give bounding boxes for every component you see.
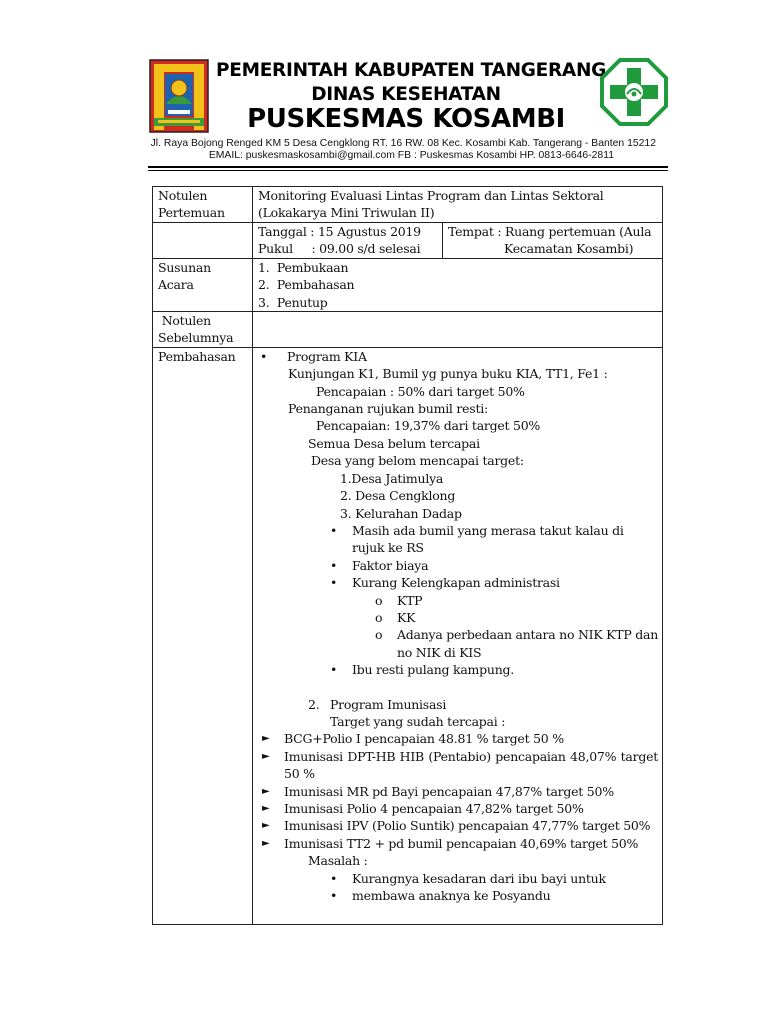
kia-text: Pencapaian: 19,37% dari target 50%	[316, 418, 541, 434]
circle-bullet-icon: o	[375, 592, 383, 608]
list-item	[258, 817, 658, 834]
arrow-bullet-icon: ►	[262, 820, 270, 832]
list-item: 2. Desa Cengklong	[340, 488, 456, 504]
list-item	[258, 626, 658, 661]
circle-bullet-icon: o	[375, 609, 383, 625]
table-row	[153, 187, 663, 223]
reason-text: Masih ada bumil yang merasa takut kalau di rujuk ke RS	[352, 522, 624, 556]
health-cross-logo-icon	[600, 58, 668, 126]
kia-title: Program KIA	[287, 348, 367, 364]
list-item: 3. Penutup	[258, 294, 328, 310]
kia-text: Penanganan rujukan bumil resti:	[288, 401, 488, 417]
kia-heading	[258, 348, 658, 365]
reason-text: Faktor biaya	[352, 557, 429, 573]
arrow-bullet-icon: ►	[262, 750, 270, 762]
meeting-title: Monitoring Evaluasi Lintas Program dan Lintas Sektoral	[258, 188, 604, 203]
sub-item-text: KK	[397, 609, 416, 625]
table-row	[153, 347, 663, 924]
meeting-place: Tempat : Ruang pertemuan (Aula	[448, 223, 652, 239]
contact-text: EMAIL: puskesmaskosambi@gmail.com FB : Puskesmas Kosambi HP. 0813-6646-2811	[208, 150, 614, 161]
meeting-title-cell	[253, 187, 663, 223]
puskesmas-name: PUSKESMAS KOSAMBI	[247, 104, 565, 134]
meeting-place-cont: Kecamatan Kosambi)	[504, 241, 634, 257]
immunization-item: Imunisasi MR pd Bayi pencapaian 47,87% target 50%	[284, 783, 614, 799]
label-text: Pertemuan	[158, 205, 225, 221]
government-name: PEMERINTAH KABUPATEN TANGERANG	[216, 60, 607, 81]
list-item: 1. Pembukaan	[258, 259, 349, 275]
bullet-icon: •	[330, 662, 338, 678]
date-time-block	[253, 223, 443, 258]
section-number: 2.	[308, 696, 320, 712]
sub-item-text: Adanya perbedaan antara no NIK KTP dan no NIK di KIS	[397, 627, 658, 660]
table-row	[153, 258, 663, 311]
label-text: Notulen	[158, 188, 208, 203]
kia-text: Desa yang belom mencapai target:	[311, 453, 524, 469]
list-item	[258, 783, 658, 800]
label-cell	[153, 187, 253, 223]
agenda-cell	[253, 258, 663, 311]
arrow-bullet-icon: ►	[262, 803, 270, 814]
bullet-icon: •	[330, 522, 338, 538]
list-item: 3. Kelurahan Dadap	[340, 505, 462, 521]
previous-minutes-cell	[253, 312, 663, 348]
reason-text: Kurang Kelengkapan administrasi	[352, 575, 560, 591]
list-item	[258, 574, 658, 591]
target-label: Target yang sudah tercapai :	[330, 713, 506, 729]
department-name: DINAS KESEHATAN	[311, 84, 501, 105]
label-text: Sebelumnya	[158, 330, 234, 346]
list-item	[258, 835, 658, 852]
list-item	[258, 800, 658, 817]
table-row	[153, 312, 663, 348]
immunization-item: Imunisasi IPV (Polio Suntik) pencapaian 47,77% target 50%	[284, 818, 651, 834]
immunization-item: Imunisasi Polio 4 pencapaian 47,82% target 50%	[284, 801, 584, 816]
letterhead-rule-thin	[148, 170, 668, 171]
meeting-time: Pukul : 09.00 s/d selesai	[258, 241, 421, 257]
arrow-bullet-icon: ►	[262, 733, 270, 745]
kia-text: Semua Desa belum tercapai	[308, 435, 480, 451]
minutes-table	[152, 186, 663, 925]
circle-bullet-icon: o	[375, 627, 383, 643]
meeting-date: Tanggal : 15 Agustus 2019	[258, 223, 421, 239]
immunization-item: Imunisasi TT2 + pd bumil pencapaian 40,69% target 50%	[284, 835, 639, 851]
sub-item-text: KTP	[397, 592, 423, 608]
label-cell	[153, 258, 253, 311]
imunisasi-title: Program Imunisasi	[330, 696, 447, 712]
list-item	[258, 887, 658, 904]
immunization-item: BCG+Polio I pencapaian 48.81 % target 50 %	[284, 731, 564, 747]
list-item	[258, 748, 658, 783]
address-block	[148, 138, 656, 162]
list-item: 1.Desa Jatimulya	[340, 470, 444, 486]
arrow-bullet-icon: ►	[262, 837, 270, 849]
arrow-bullet-icon: ►	[262, 785, 270, 797]
address-text: Jl. Raya Bojong Renged KM 5 Desa Cengklong RT. 16 RW. 08 Kec. Kosambi Kab. Tangerang - Banten 15212	[150, 138, 656, 149]
list-item	[258, 609, 658, 626]
label-cell	[153, 312, 253, 348]
list-item	[258, 661, 658, 678]
list-item	[258, 522, 658, 557]
meeting-subtitle: (Lokakarya Mini Triwulan II)	[258, 205, 435, 221]
immunization-item: Imunisasi DPT-HB HIB (Pentabio) pencapaian 48,07% target 50 %	[284, 748, 658, 782]
problem-text: membawa anaknya ke Posyandu	[352, 888, 551, 904]
kia-text: Kunjungan K1, Bumil yg punya buku KIA, TT1, Fe1 :	[288, 366, 608, 382]
label-text: Pembahasan	[158, 348, 236, 364]
problem-label: Masalah :	[308, 853, 368, 869]
list-item	[258, 592, 658, 609]
list-item	[258, 557, 658, 574]
bullet-icon: •	[330, 557, 338, 573]
list-item: 2. Pembahasan	[258, 277, 355, 293]
bullet-icon: •	[330, 870, 338, 886]
discussion-cell	[253, 347, 663, 924]
label-text: Acara	[158, 277, 194, 293]
letterhead-rule-thick	[148, 166, 668, 168]
problem-text: Kurangnya kesadaran dari ibu bayi untuk	[352, 870, 606, 886]
label-text: Susunan	[158, 259, 211, 275]
reason-text: Ibu resti pulang kampung.	[352, 662, 514, 678]
list-item	[258, 870, 658, 887]
bullet-icon: •	[330, 888, 338, 904]
list-item	[258, 730, 658, 747]
place-block	[443, 223, 662, 258]
date-place-cell	[253, 222, 663, 258]
table-row	[153, 222, 663, 258]
kia-text: Pencapaian : 50% dari target 50%	[316, 383, 525, 399]
imunisasi-heading	[258, 696, 658, 713]
tangerang-regency-crest-icon	[148, 58, 210, 134]
bullet-icon: •	[330, 575, 338, 591]
label-cell	[153, 347, 253, 924]
label-cell	[153, 222, 253, 258]
bullet-icon: •	[260, 348, 268, 364]
label-text: Notulen	[158, 313, 211, 329]
letterhead	[148, 56, 668, 166]
